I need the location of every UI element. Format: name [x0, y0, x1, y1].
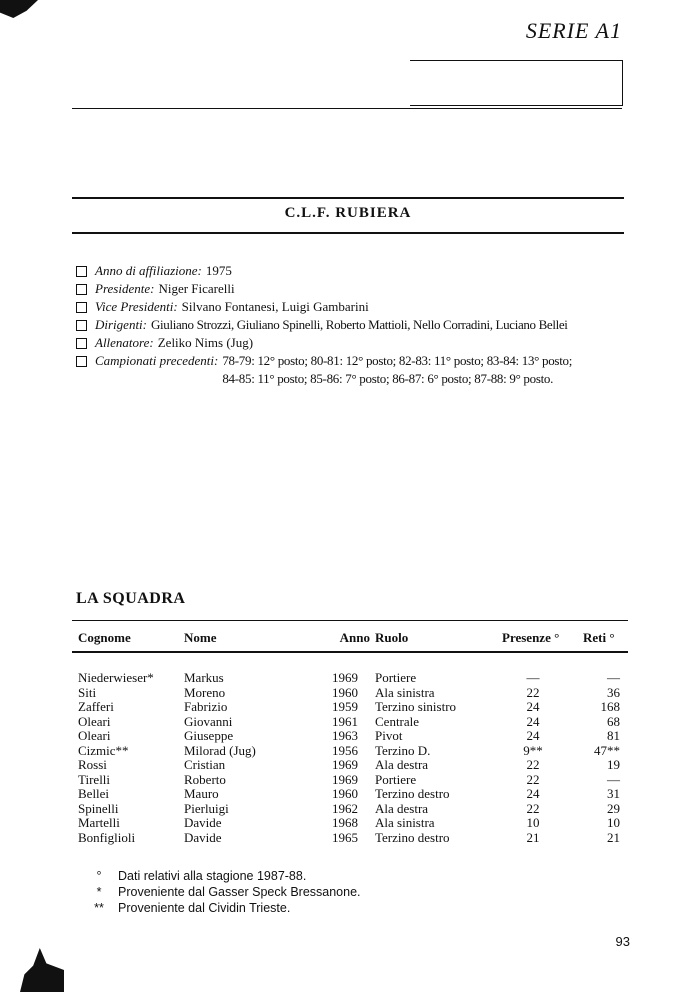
checkbox-square-icon — [76, 284, 87, 295]
page-number: 93 — [615, 934, 630, 949]
footnote-symbol: * — [96, 885, 102, 899]
cell-anno: 1961 — [332, 713, 358, 729]
cell-reti: 168 — [600, 699, 620, 714]
cell-nome: Giuseppe — [184, 728, 234, 743]
footnote-degree — [80, 868, 361, 884]
info-label: Campionati precedenti: — [95, 353, 219, 368]
scan-corner-mark-bottom — [20, 948, 64, 992]
cell-anno: 1960 — [332, 684, 358, 700]
footnote-symbol: ° — [96, 869, 102, 883]
cell-presenze: 24 — [526, 713, 540, 729]
table-row — [78, 700, 628, 715]
info-vice-presidents — [76, 298, 572, 316]
cell-cognome: Martelli — [78, 815, 120, 830]
club-name: C.L.F. RUBIERA — [284, 205, 412, 221]
header-anno: Anno — [339, 630, 370, 645]
cell-presenze: 24 — [526, 728, 540, 743]
cell-nome: Mauro — [184, 786, 219, 801]
cell-cognome: Bellei — [78, 786, 110, 801]
info-value: Silvano Fontanesi, Luigi Gambarini — [181, 299, 369, 314]
info-value-continued: 84-85: 11° posto; 85-86: 7° posto; 86-87: 6° posto; 87-88: 9° posto. — [222, 371, 554, 386]
header-bracket-frame — [410, 60, 623, 106]
cell-cognome: Oleari — [78, 713, 111, 729]
cell-nome: Roberto — [184, 771, 226, 787]
footnote-text: Dati relativi alla stagione 1987-88. — [118, 869, 307, 883]
cell-nome: Fabrizio — [184, 699, 228, 714]
footnote-symbol: ** — [94, 901, 104, 915]
cell-cognome: Niederwieser* — [78, 670, 154, 685]
cell-presenze: 24 — [526, 786, 540, 801]
info-president — [76, 280, 572, 298]
cell-cognome: Rossi — [78, 757, 107, 772]
cell-anno: 1960 — [332, 786, 358, 801]
info-value: 78-79: 12° posto; 80-81: 12° posto; 82-83: 11° posto; 83-84: 13° posto; — [222, 353, 573, 368]
club-rule-top — [72, 197, 624, 199]
cell-cognome: Siti — [78, 684, 97, 700]
team-section-title: LA SQUADRA — [76, 590, 186, 607]
footnotes — [80, 868, 361, 916]
cell-anno: 1969 — [332, 771, 358, 787]
cell-nome: Davide — [184, 829, 222, 845]
cell-presenze: 24 — [526, 699, 540, 714]
info-label: Vice Presidenti: — [95, 299, 178, 314]
cell-ruolo: Ala destra — [375, 800, 429, 816]
table-row — [78, 729, 628, 744]
info-value: Niger Ficarelli — [158, 281, 235, 296]
cell-presenze: 22 — [526, 800, 540, 816]
cell-nome: Markus — [184, 670, 224, 685]
cell-anno: 1969 — [332, 757, 358, 772]
cell-reti: — — [607, 771, 620, 787]
cell-anno: 1956 — [332, 742, 358, 758]
checkbox-square-icon — [76, 356, 87, 367]
table-row — [78, 787, 628, 802]
cell-anno: 1965 — [332, 829, 358, 845]
cell-reti: 36 — [607, 684, 620, 700]
cell-cognome: Oleari — [78, 728, 111, 743]
header-presenze: Presenze ° — [502, 630, 560, 645]
cell-reti: 21 — [607, 829, 620, 845]
info-label: Anno di affiliazione: — [95, 263, 202, 278]
cell-cognome: Tirelli — [78, 771, 111, 787]
club-rule-bottom — [72, 232, 624, 234]
info-label: Dirigenti: — [95, 317, 147, 332]
cell-ruolo: Terzino sinistro — [375, 699, 457, 714]
cell-ruolo: Ala sinistra — [375, 815, 435, 830]
cell-ruolo: Portiere — [375, 670, 417, 685]
info-directors — [76, 316, 572, 334]
cell-anno: 1968 — [332, 815, 358, 830]
header-cognome: Cognome — [78, 630, 131, 645]
cell-presenze: 22 — [526, 684, 540, 700]
cell-presenze: 10 — [526, 815, 540, 830]
table-row — [78, 686, 628, 701]
cell-reti: 29 — [607, 800, 620, 816]
info-value: Zeliko Nims (Jug) — [157, 335, 254, 350]
table-row — [78, 816, 628, 831]
cell-reti: — — [607, 670, 620, 685]
info-affiliation — [76, 262, 572, 280]
footnote-text: Proveniente dal Gasser Speck Bressanone. — [118, 885, 361, 899]
cell-reti: 31 — [607, 786, 620, 801]
cell-reti: 10 — [607, 815, 620, 830]
cell-ruolo: Terzino destro — [375, 829, 450, 845]
footnote-asterisk — [80, 884, 361, 900]
cell-ruolo: Pivot — [375, 728, 403, 743]
checkbox-square-icon — [76, 338, 87, 349]
info-value: Giuliano Strozzi, Giuliano Spinelli, Roberto Mattioli, Nello Corradini, Luciano Bellei — [151, 317, 568, 332]
table-row — [78, 758, 628, 773]
cell-ruolo: Portiere — [375, 771, 417, 787]
championship-lines — [222, 352, 572, 388]
cell-presenze: 22 — [526, 757, 540, 772]
cell-reti: 19 — [607, 757, 620, 772]
cell-presenze: — — [526, 670, 540, 685]
cell-ruolo: Ala destra — [375, 757, 429, 772]
cell-ruolo: Terzino destro — [375, 786, 450, 801]
cell-ruolo: Terzino D. — [375, 742, 431, 758]
scan-corner-mark-top — [0, 0, 38, 18]
table-row — [78, 671, 628, 686]
cell-presenze: 21 — [526, 829, 540, 845]
table-row — [78, 802, 628, 817]
table-row — [78, 715, 628, 730]
cell-nome: Davide — [184, 815, 222, 830]
checkbox-square-icon — [76, 320, 87, 331]
footnote-text: Proveniente dal Cividin Trieste. — [118, 901, 291, 915]
header-ruolo: Ruolo — [375, 630, 409, 645]
players-table — [78, 671, 628, 845]
cell-anno: 1962 — [332, 800, 358, 816]
checkbox-square-icon — [76, 302, 87, 313]
cell-cognome: Spinelli — [78, 800, 119, 816]
table-row — [78, 773, 628, 788]
info-label: Allenatore: — [95, 335, 154, 350]
table-rule-header — [72, 651, 628, 653]
cell-presenze: 22 — [526, 771, 540, 787]
cell-anno: 1969 — [332, 670, 358, 685]
cell-nome: Giovanni — [184, 713, 233, 729]
cell-cognome: Cizmic** — [78, 742, 129, 758]
cell-cognome: Zafferi — [78, 699, 114, 714]
cell-anno: 1959 — [332, 699, 358, 714]
cell-nome: Pierluigi — [184, 800, 229, 816]
cell-reti: 68 — [607, 713, 620, 729]
header-nome: Nome — [184, 630, 217, 645]
footnote-double-asterisk — [80, 900, 361, 916]
cell-nome: Cristian — [184, 757, 226, 772]
cell-reti: 47** — [594, 742, 620, 758]
header-rule — [72, 108, 622, 109]
cell-nome: Milorad (Jug) — [184, 742, 256, 758]
table-row — [78, 744, 628, 759]
cell-anno: 1963 — [332, 728, 358, 743]
cell-cognome: Bonfiglioli — [78, 829, 136, 845]
cell-presenze: 9** — [523, 742, 543, 758]
info-value: 1975 — [205, 263, 232, 278]
table-row — [78, 831, 628, 846]
series-heading: SERIE A1 — [525, 18, 622, 43]
cell-reti: 81 — [607, 728, 620, 743]
club-info-list — [76, 262, 572, 388]
info-previous-championships — [76, 352, 572, 388]
cell-ruolo: Centrale — [375, 713, 420, 729]
table-rule-top — [72, 620, 628, 621]
header-reti: Reti ° — [583, 630, 615, 645]
info-coach — [76, 334, 572, 352]
info-label: Presidente: — [95, 281, 155, 296]
cell-ruolo: Ala sinistra — [375, 684, 435, 700]
cell-nome: Moreno — [184, 684, 226, 700]
checkbox-square-icon — [76, 266, 87, 277]
